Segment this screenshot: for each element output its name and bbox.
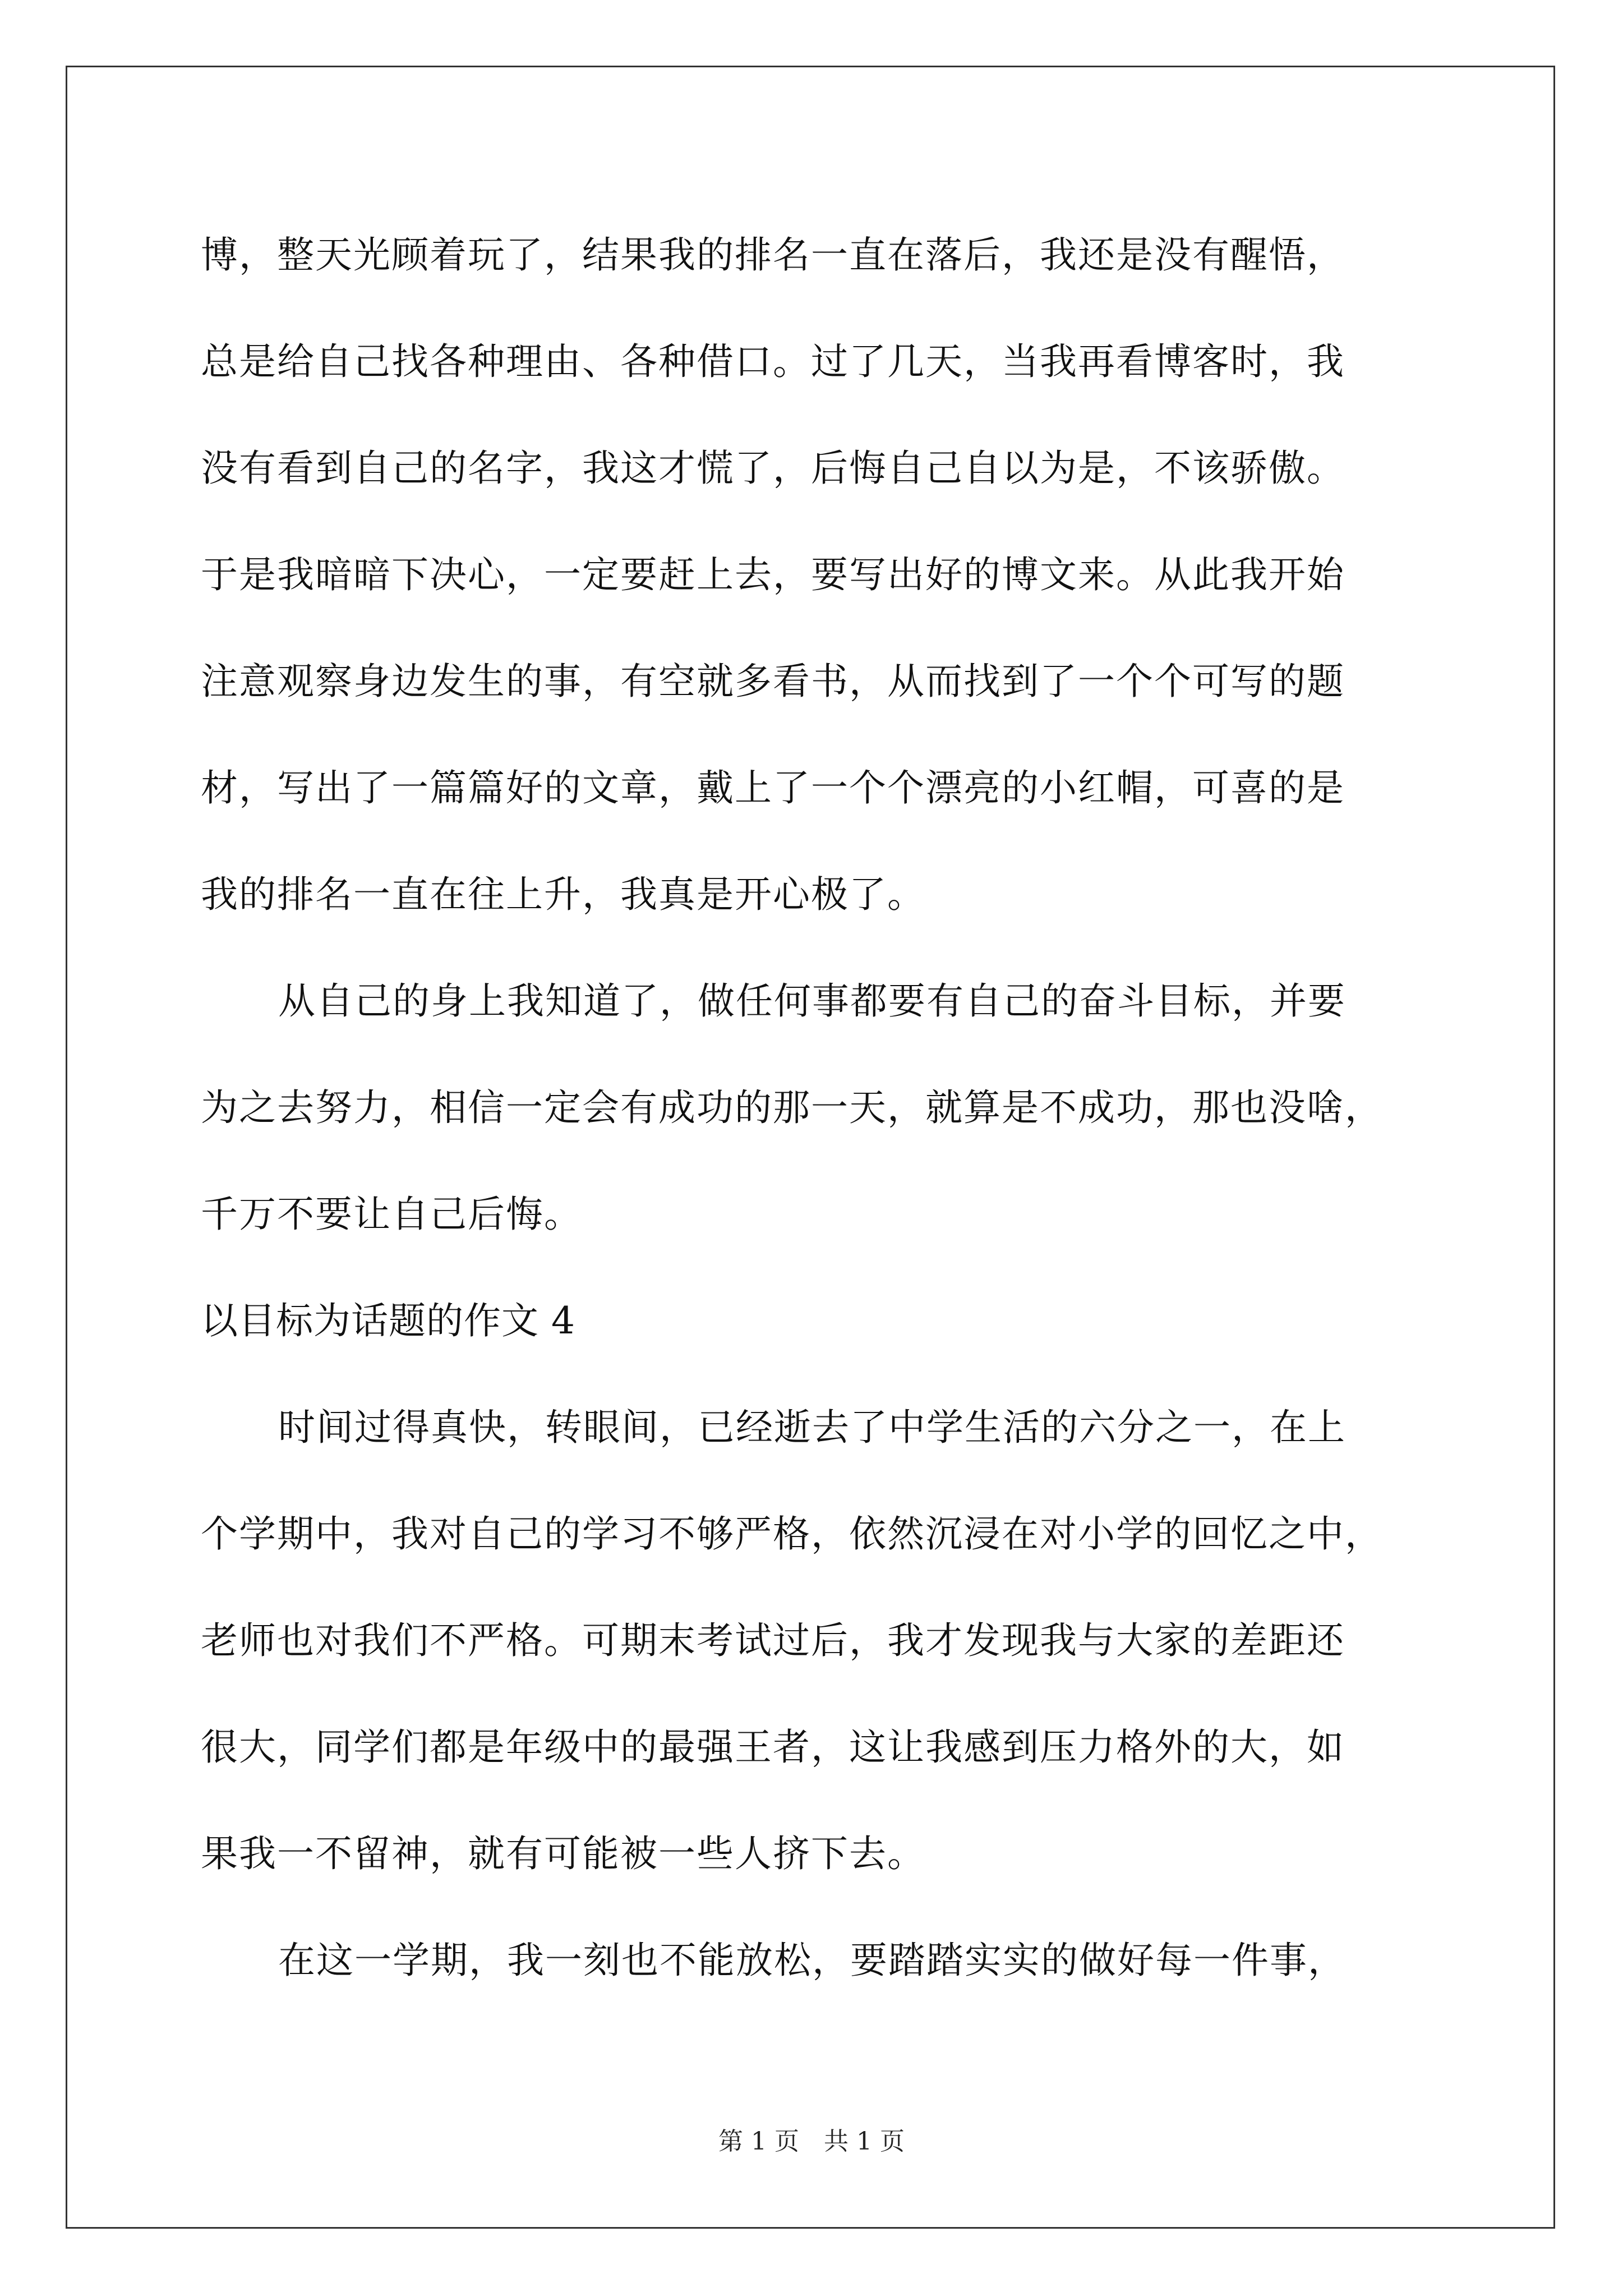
paragraph-start-line: 在这一学期，我一刻也不能放松，要踏踏实实的做好每一件事，	[278, 1939, 1346, 1982]
text-line: 于是我暗暗下决心，一定要赶上去，要写出好的博文来。从此我开始	[201, 553, 1345, 596]
text-line: 个学期中，我对自己的学习不够严格，依然沉浸在对小学的回忆之中，	[201, 1512, 1383, 1556]
text-line: 千万不要让自己后悔。	[201, 1193, 582, 1236]
text-line: 注意观察身边发生的事，有空就多看书，从而找到了一个个可写的题	[201, 660, 1345, 703]
paragraph-start-line: 从自己的身上我知道了，做任何事都要有自己的奋斗目标，并要	[278, 979, 1346, 1023]
text-line: 老师也对我们不严格。可期末考试过后，我才发现我与大家的差距还	[201, 1619, 1345, 1662]
text-line: 为之去努力，相信一定会有成功的那一天，就算是不成功，那也没啥，	[201, 1086, 1383, 1129]
document-body	[201, 202, 1446, 2014]
text-line: 很大，同学们都是年级中的最强王者，这让我感到压力格外的大，如	[201, 1726, 1345, 1769]
text-line: 材，写出了一篇篇好的文章，戴上了一个个漂亮的小红帽，可喜的是	[201, 766, 1345, 809]
text-line: 总是给自己找各种理由、各种借口。过了几天，当我再看博客时，我	[201, 340, 1345, 383]
page-footer	[0, 2125, 1623, 2159]
text-line: 博，整天光顾着玩了，结果我的排名一直在落后，我还是没有醒悟，	[201, 233, 1345, 277]
section-heading: 以目标为话题的作文 4	[201, 1299, 575, 1342]
text-line: 果我一不留神，就有可能被一些人挤下去。	[201, 1832, 925, 1875]
text-line: 我的排名一直在往上升，我真是开心极了。	[201, 873, 925, 916]
text-line: 没有看到自己的名字，我这才慌了，后悔自己自以为是，不该骄傲。	[201, 447, 1345, 490]
paragraph-start-line: 时间过得真快，转眼间，已经逝去了中学生活的六分之一，在上	[278, 1406, 1346, 1449]
page-number-label: 第 1 页 共 1 页	[718, 2127, 905, 2156]
